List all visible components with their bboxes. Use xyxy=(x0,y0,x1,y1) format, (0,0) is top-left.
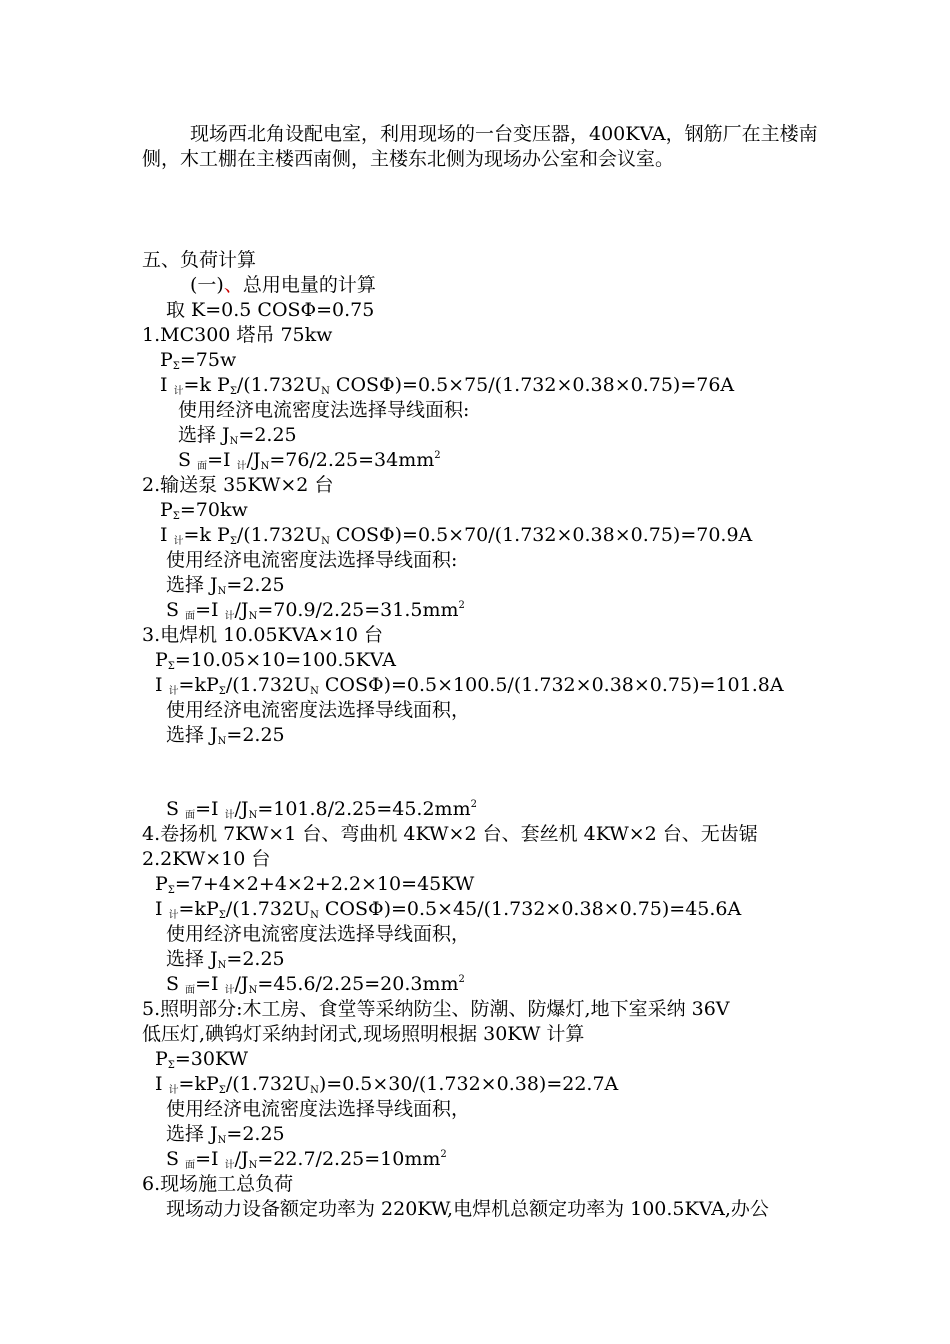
item3-density: 选择 $J_N=2.25$ xyxy=(166,724,285,747)
item4-area: S $_面$=I $_计/J_N=45.6/2.25=20.3mm^2$ xyxy=(166,973,465,996)
item1-density: 选择 $J_N=2.25$ xyxy=(178,424,297,447)
subsection-title: 总用电量的计算 xyxy=(242,274,376,296)
item2-power: $P_\Sigma=70kw$ xyxy=(160,499,248,522)
item3-area: S $_面$=I $_计/J_N=101.8/2.25=45.2mm^2$ xyxy=(166,798,477,821)
item2-title: 2.输送泵 35KW×2 台 xyxy=(142,474,334,496)
item1-area: S $_面$=I $_计/J_N=76/2.25=34mm^2$ xyxy=(178,449,441,472)
item5-density: 选择 $J_N=2.25$ xyxy=(166,1123,285,1146)
item1-current: I $_计$=k $P_\Sigma/(1.732U_N$ COSΦ)=0.5×75/(1.732×0.38×0.75)=76A xyxy=(160,374,735,397)
item2-method: 使用经济电流密度法选择导线面积: xyxy=(166,549,458,571)
item5-current: I $_计=kP_\Sigma/(1.732U_N)=0.5\times 30/(1.732\times 0.38)=22.7A$ xyxy=(155,1073,619,1096)
item5-title-line1: 5.照明部分:木工房、食堂等采纳防尘、防潮、防爆灯,地下室采纳 36V xyxy=(142,998,730,1020)
item5-power: $P_\Sigma=30KW$ xyxy=(155,1048,249,1071)
item5-method: 使用经济电流密度法选择导线面积， xyxy=(166,1098,471,1120)
item3-method: 使用经济电流密度法选择导线面积， xyxy=(166,699,471,721)
item2-current: I $_计$=k $P_\Sigma/(1.732U_N$ COSΦ)=0.5×70/(1.732×0.38×0.75)=70.9A xyxy=(160,524,753,547)
item3-title: 3.电焊机 10.05KVA×10 台 xyxy=(142,624,384,646)
subsection-heading xyxy=(190,273,376,298)
item3-current: I $_计=kP_\Sigma/(1.732U_N$ COSΦ)=0.5×100.5/(1.732×0.38×0.75)=101.8A xyxy=(155,674,784,697)
item4-title-line2: 2.2KW×10 台 xyxy=(142,848,271,870)
item2-density: 选择 $J_N=2.25$ xyxy=(166,574,285,597)
item1-method: 使用经济电流密度法选择导线面积: xyxy=(178,399,470,421)
item4-title-line1: 4.卷扬机 7KW×1 台、弯曲机 4KW×2 台、套丝机 4KW×2 台、无齿锯 xyxy=(142,823,758,845)
item1-power: $P_\Sigma=75w$ xyxy=(160,349,237,372)
item5-title-line2: 低压灯,碘钨灯采纳封闭式,现场照明根据 30KW 计算 xyxy=(142,1023,585,1045)
item2-area: S $_面$=I $_计/J_N=70.9/2.25=31.5mm^2$ xyxy=(166,599,465,622)
item4-method: 使用经济电流密度法选择导线面积， xyxy=(166,923,471,945)
item6-title: 6.现场施工总负荷 xyxy=(142,1173,294,1195)
section-heading: 五、负荷计算 xyxy=(142,249,257,271)
item5-area: S $_面$=I $_计/J_N=22.7/2.25=10mm^2$ xyxy=(166,1148,447,1171)
intro-paragraph: 现场西北角设配电室，利用现场的一台变压器，400KVA，钢筋厂在主楼南侧，木工棚在主楼西南侧，主楼东北侧为现场办公室和会议室。 xyxy=(142,123,818,170)
item6-text: 现场动力设备额定功率为 220KW,电焊机总额定功率为 100.5KVA,办公 xyxy=(166,1198,769,1220)
item1-title: 1.MC300 塔吊 75kw xyxy=(142,324,333,346)
item4-power: $P_\Sigma=7+4\times 2+4\times 2+2.2\times 10=45KW$ xyxy=(155,873,475,896)
subsection-number: (一) xyxy=(190,274,224,296)
item4-density: 选择 $J_N=2.25$ xyxy=(166,948,285,971)
coefficient-line: 取 K=0.5 COSΦ=0.75 xyxy=(166,299,375,321)
subsection-mark: 、 xyxy=(223,274,243,296)
item3-power: $P_\Sigma=10.05\times 10=100.5KVA$ xyxy=(155,649,396,672)
item4-current: I $_计=kP_\Sigma/(1.732U_N$ COSΦ)=0.5×45/(1.732×0.38×0.75)=45.6A xyxy=(155,898,742,921)
